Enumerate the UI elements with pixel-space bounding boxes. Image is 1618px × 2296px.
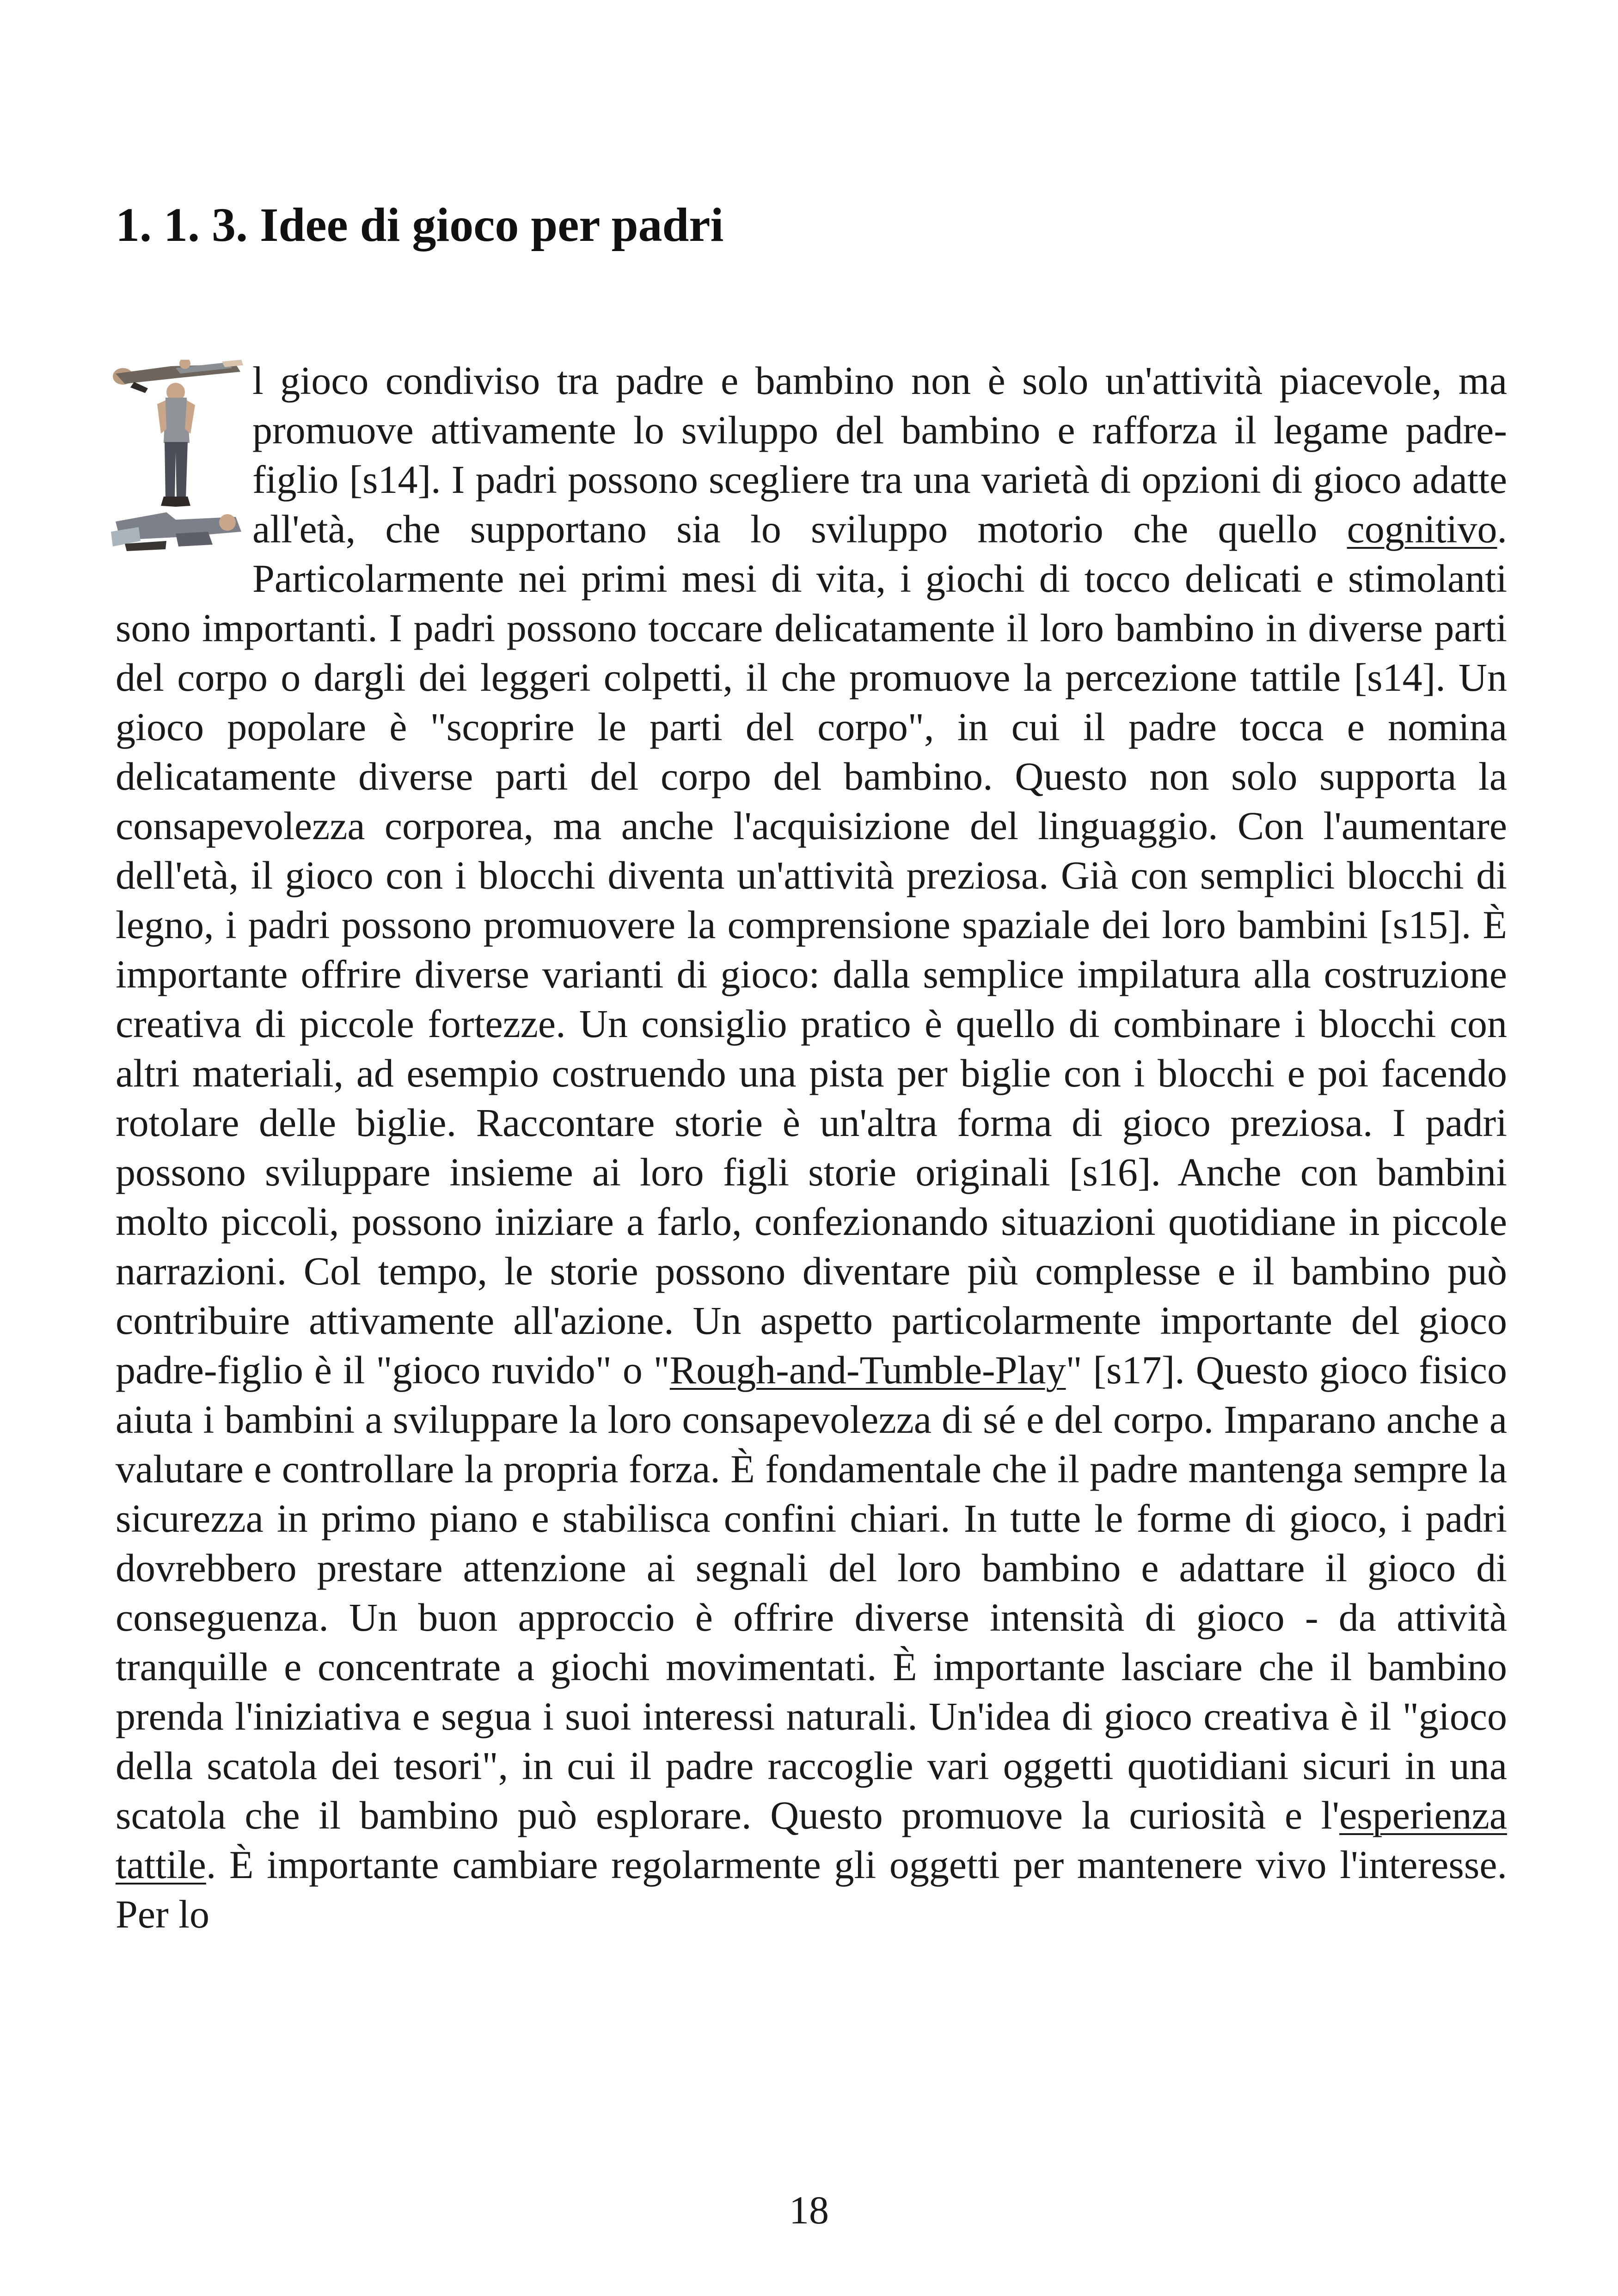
paragraph-text-2: . Particolarmente nei primi mesi di vita, i giochi di tocco delicati e stimolanti sono importanti. I padri possono toccare delicatamente il loro bambino in diverse parti del corpo o dargli dei leggeri colpetti, il che promuove la percezione tattile [s14]. Un gioco popolare è "scoprire le parti del corpo", in cui il padre tocca e nomina delicatamente diverse parti del corpo del bambino. Questo non solo supporta la consapevolezza corporea, ma anche l'acquisizione del linguaggio. Con l'aumentare dell'età, il gioco con i blocchi diventa un'attività preziosa. Già con semplici blocchi di legno, i padri possono promuovere la comprensione spaziale dei loro bambini [s15]. È importante offrire diverse varianti di gioco: dalla semplice impilatura alla costruzione creativa di piccole fortezze. Un consiglio pratico è quello di combinare i blocchi con altri materiali, ad esempio costruendo una pista per biglie con i blocchi e poi facendo rotolare delle biglie. Raccontare storie è un'altra forma di gioco preziosa. I padri possono sviluppare insieme ai loro figli storie originali [s16]. Anche con bambini molto piccoli, possono iniziare a farlo, confezionando situazioni quotidiane in piccole narrazioni. Col tempo, le storie possono diventare più complesse e il bambino può contribuire attivamente all'azione. Un aspetto particolarmente importante del gioco padre-figlio è il "gioco ruvido" o " [116, 507, 1507, 1392]
section-heading: 1. 1. 3. Idee di gioco per padri [116, 198, 724, 252]
link-cognitivo[interactable]: cognitivo [1347, 507, 1497, 551]
body-paragraph [116, 356, 1507, 1939]
page-number: 18 [789, 2188, 829, 2232]
paragraph-text-1: l gioco condiviso tra padre e bambino non è solo un'attività piacevole, ma promuove attivamente lo sviluppo del bambino e rafforza il legame padre-figlio [s14]. I padri possono scegliere tra una varietà di opzioni di gioco adatte all'età, che supportano sia lo sviluppo motorio che quello [252, 358, 1507, 551]
acrobats-drop-cap-icon [106, 360, 245, 556]
link-rough-and-tumble-play[interactable]: Rough-and-Tumble-Play [669, 1348, 1066, 1392]
link-esperienza-tattile[interactable]: esperienza tattile [116, 1793, 1507, 1887]
paragraph-text-4: . È importante cambiare regolarmente gli oggetti per mantenere vivo l'interesse. Per lo [116, 1842, 1507, 1936]
paragraph-text-3: " [s17]. Questo gioco fisico aiuta i bambini a sviluppare la loro consapevolezza di sé e del corpo. Imparano anche a valutare e controllare la propria forza. È fondamentale che il padre mantenga sempre la sicurezza in primo piano e stabilisca confini chiari. In tutte le forme di gioco, i padri dovrebbero prestare attenzione ai segnali del loro bambino e adattare il gioco di conseguenza. Un buon approccio è offrire diverse intensità di gioco - da attività tranquille e concentrate a giochi movimentati. È importante lasciare che il bambino prenda l'iniziativa e segua i suoi interessi naturali. Un'idea di gioco creativa è il "gioco della scatola dei tesori", in cui il padre raccoglie vari oggetti quotidiani sicuri in una scatola che il bambino può esplorare. Questo promuove la curiosità e l' [116, 1348, 1507, 1837]
